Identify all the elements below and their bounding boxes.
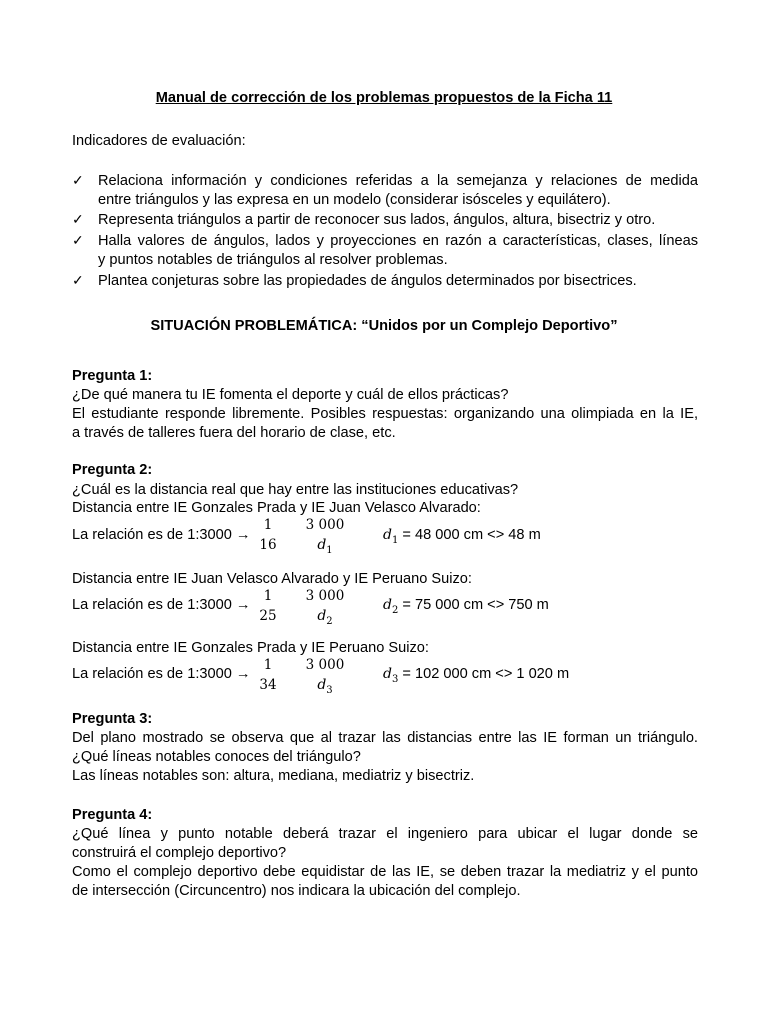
indicator-1-line-1: Relaciona información y condiciones referidas a la semejanza y relaciones de medida xyxy=(98,173,698,189)
distance-variable: d xyxy=(383,666,392,682)
checkmark-icon: ✓ xyxy=(72,211,84,227)
distance-result: = 48 000 cm <> 48 m xyxy=(402,527,541,543)
distance-index: 3 xyxy=(326,684,333,696)
distance-index: 1 xyxy=(326,544,333,556)
distance-index: 2 xyxy=(391,604,399,616)
distance-index: 1 xyxy=(391,534,399,546)
q2-relation-2: La relación es de 1:3000 → xyxy=(72,597,251,613)
q3-line-3: Las líneas notables son: altura, mediana, mediatriz y bisectriz. xyxy=(72,768,475,784)
fraction-denominator: 34 xyxy=(259,677,277,693)
q2-relation-1: La relación es de 1:3000 → xyxy=(72,527,251,543)
q1-question: ¿De qué manera tu IE fomenta el deporte y cuál de ellos prácticas? xyxy=(72,387,509,403)
q4-line-3: Como el complejo deportivo debe equidistar de las IE, se deben trazar la mediatriz y el punto xyxy=(72,864,698,880)
fraction-denominator: 25 xyxy=(259,608,277,624)
q2-question: ¿Cuál es la distancia real que hay entre las instituciones educativas? xyxy=(72,482,519,498)
situation-name: “Unidos por un Complejo Deportivo” xyxy=(361,318,618,334)
q1-answer-line-2: a través de talleres fuera del horario de clase, etc. xyxy=(72,425,396,441)
q2-fraction-2 xyxy=(254,586,282,626)
q2-distance-1-desc: Distancia entre IE Gonzales Prada y IE Juan Velasco Alvarado: xyxy=(72,500,481,516)
fraction-denominator: 16 xyxy=(259,537,277,553)
fraction-denominator xyxy=(300,535,350,561)
q3-line-1: Del plano mostrado se observa que al trazar las distancias entre las IE forman un triángulo. xyxy=(72,730,698,746)
q2-relation-3: La relación es de 1:3000 → xyxy=(72,666,251,682)
q4-line-2: construirá el complejo deportivo? xyxy=(72,845,287,861)
q2-fraction-3 xyxy=(254,655,282,695)
fraction-numerator: 3 000 xyxy=(305,588,345,604)
q2-result-3 xyxy=(383,666,569,685)
indicators-heading: Indicadores de evaluación: xyxy=(72,133,246,149)
fraction-numerator: 3 000 xyxy=(305,517,345,533)
q3-heading: Pregunta 3: xyxy=(72,711,153,727)
q2-result-2 xyxy=(383,597,549,616)
distance-variable: d xyxy=(317,537,327,553)
q2-heading: Pregunta 2: xyxy=(72,462,153,478)
indicator-3-line-2: y puntos notables de triángulos al resolver problemas. xyxy=(98,252,448,268)
fraction-numerator: 1 xyxy=(263,657,273,673)
q2-fraction-1 xyxy=(254,515,282,555)
q2-scale-fraction-1 xyxy=(300,515,350,561)
distance-variable: d xyxy=(383,527,392,543)
checkmark-icon: ✓ xyxy=(72,232,84,248)
checkmark-icon: ✓ xyxy=(72,272,84,288)
distance-variable: d xyxy=(317,677,327,693)
checkmark-icon: ✓ xyxy=(72,172,84,188)
q4-heading: Pregunta 4: xyxy=(72,807,153,823)
distance-result: = 102 000 cm <> 1 020 m xyxy=(402,666,570,682)
fraction-denominator xyxy=(300,675,350,701)
indicator-2-line-1: Representa triángulos a partir de reconocer sus lados, ángulos, altura, bisectriz y otro. xyxy=(98,212,656,228)
q1-heading: Pregunta 1: xyxy=(72,368,153,384)
q2-distance-2-desc: Distancia entre IE Juan Velasco Alvarado y IE Peruano Suizo: xyxy=(72,571,472,587)
situation-heading xyxy=(0,318,768,334)
distance-index: 2 xyxy=(326,615,333,627)
fraction-numerator: 1 xyxy=(263,517,273,533)
fraction-denominator xyxy=(300,606,350,632)
situation-label: SITUACIÓN PROBLEMÁTICA: xyxy=(150,318,358,334)
document-title: Manual de corrección de los problemas propuestos de la Ficha 11 xyxy=(155,90,613,106)
distance-index: 3 xyxy=(391,673,399,685)
q2-scale-fraction-3 xyxy=(300,655,350,701)
q3-line-2: ¿Qué líneas notables conoces del triángulo? xyxy=(72,749,361,765)
distance-variable: d xyxy=(317,608,327,624)
q2-distance-3-desc: Distancia entre IE Gonzales Prada y IE Peruano Suizo: xyxy=(72,640,429,656)
q2-scale-fraction-2 xyxy=(300,586,350,632)
q4-line-1: ¿Qué línea y punto notable deberá trazar el ingeniero para ubicar el lugar donde se xyxy=(72,826,698,842)
fraction-numerator: 3 000 xyxy=(305,657,345,673)
fraction-numerator: 1 xyxy=(263,588,273,604)
q2-result-1 xyxy=(383,527,541,546)
distance-result: = 75 000 cm <> 750 m xyxy=(402,597,549,613)
distance-variable: d xyxy=(383,597,392,613)
indicator-3-line-1: Halla valores de ángulos, lados y proyecciones en razón a características, clases, líneas xyxy=(98,233,698,249)
indicator-4-line-1: Plantea conjeturas sobre las propiedades de ángulos determinados por bisectrices. xyxy=(98,273,637,289)
q1-answer-line-1: El estudiante responde libremente. Posibles respuestas: organizando una olimpiada en la IE, xyxy=(72,406,698,422)
indicator-1-line-2: entre triángulos y las expresa en un modelo (considerar isósceles y equilátero). xyxy=(98,192,611,208)
q4-line-4: de intersección (Circuncentro) nos indicara la ubicación del complejo. xyxy=(72,883,521,899)
